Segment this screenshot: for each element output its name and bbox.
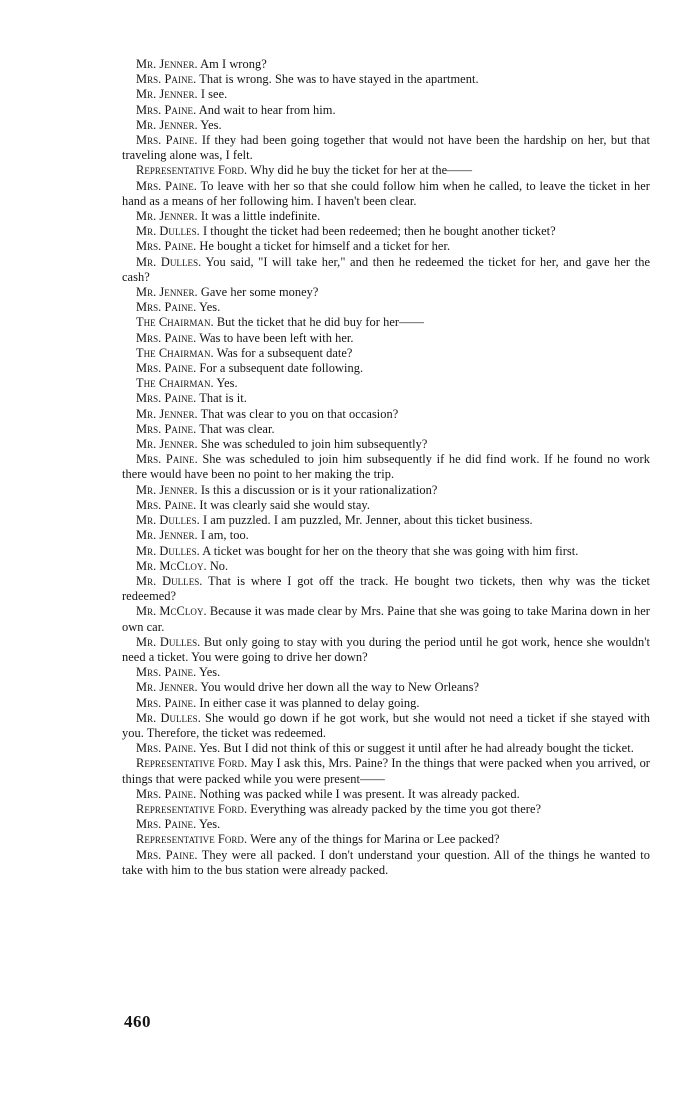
speaker-label: Mrs. Paine. — [136, 300, 197, 315]
testimony-paragraph — [122, 437, 650, 452]
testimony-paragraph — [122, 498, 650, 513]
speaker-label: Mrs. Paine. — [136, 817, 197, 832]
speaker-label: Mr. Jenner. — [136, 117, 198, 132]
testimony-paragraph — [122, 300, 650, 315]
speaker-label: Mrs. Paine. — [136, 421, 197, 436]
testimony-paragraph — [122, 574, 650, 604]
speaker-label: Mr. Jenner. — [136, 285, 198, 300]
testimony-paragraph — [122, 163, 650, 178]
page-number: 460 — [124, 1012, 151, 1031]
speaker-label: Mr. Jenner. — [136, 209, 198, 224]
testimony-paragraph — [122, 741, 650, 756]
testimony-paragraph — [122, 346, 650, 361]
speech-text: I am, too. — [200, 528, 249, 543]
testimony-paragraph — [122, 787, 650, 802]
testimony-paragraph — [122, 285, 650, 300]
speaker-label: Mr. Dulles. — [136, 513, 200, 528]
speech-text: Am I wrong? — [200, 57, 267, 71]
speech-text: Yes. — [200, 117, 222, 132]
testimony-paragraph — [122, 331, 650, 346]
speaker-label: Mrs. Paine. — [136, 497, 197, 512]
speech-text: For a subsequent date following. — [199, 361, 364, 376]
speaker-label: Mrs. Paine. — [136, 695, 197, 710]
speech-text: But only going to stay with you during the period until he got work, hence she wouldn't need a ticket. You were going to drive her down? — [122, 634, 650, 664]
speech-text: If they had been going together that would not have been the hardship on her, but that traveling alone was, I felt. — [122, 133, 650, 163]
speech-text: Nothing was packed while I was present. It was already packed. — [199, 786, 520, 801]
testimony-paragraph — [122, 391, 650, 406]
testimony-paragraph — [122, 802, 650, 817]
testimony-paragraph — [122, 817, 650, 832]
testimony-paragraph — [122, 422, 650, 437]
speech-text: That is where I got off the track. He bought two tickets, then why was the ticket redeemed? — [122, 573, 650, 604]
speaker-label: Mrs. Paine. — [136, 330, 197, 345]
speech-text: A ticket was bought for her on the theory that she was going with him first. — [202, 543, 579, 558]
testimony-paragraph — [122, 513, 650, 528]
speech-text: Gave her some money? — [200, 285, 319, 300]
speaker-label: Representative Ford. — [136, 832, 248, 847]
speaker-label: Mr. Jenner. — [136, 528, 198, 543]
speaker-label: Mrs. Paine. — [136, 847, 198, 862]
testimony-paragraph — [122, 209, 650, 224]
speaker-label: Representative Ford. — [136, 801, 248, 816]
testimony-paragraph — [122, 711, 650, 741]
speech-text: She was scheduled to join him subsequently if he did find work. If he found no work there would have been no point to her making the trip. — [122, 452, 650, 482]
speaker-label: Mr. Jenner. — [136, 482, 198, 497]
speech-text: No. — [209, 558, 229, 573]
speech-text: Was for a subsequent date? — [216, 345, 353, 360]
speech-text: Were any of the things for Marina or Lee packed? — [250, 832, 500, 847]
speech-text: That is wrong. She was to have stayed in the apartment. — [199, 72, 479, 87]
speaker-label: The Chairman. — [136, 376, 214, 391]
speaker-label: Mr. Jenner. — [136, 57, 198, 71]
speech-text: That was clear to you on that occasion? — [200, 406, 399, 421]
speaker-label: Mr. Jenner. — [136, 437, 198, 452]
testimony-paragraph — [122, 376, 650, 391]
testimony-paragraph — [122, 528, 650, 543]
speech-text: Yes. — [216, 376, 238, 391]
speaker-label: Mr. Dulles. — [136, 573, 203, 588]
testimony-paragraph — [122, 665, 650, 680]
testimony-paragraph — [122, 224, 650, 239]
speaker-label: Representative Ford. — [136, 756, 248, 771]
speech-text: That is it. — [199, 391, 247, 406]
speech-text: And wait to hear from him. — [198, 102, 336, 117]
testimony-paragraph — [122, 544, 650, 559]
testimony-paragraph — [122, 407, 650, 422]
speech-text: Yes. — [198, 665, 221, 680]
testimony-paragraph — [122, 756, 650, 786]
testimony-paragraph — [122, 635, 650, 665]
speech-text: But the ticket that he did buy for her—— — [216, 315, 424, 330]
speech-text: She was scheduled to join him subsequently? — [200, 437, 428, 452]
testimony-paragraph — [122, 179, 650, 209]
testimony-paragraph — [122, 315, 650, 330]
speech-text: Why did he buy the ticket for her at the—— — [250, 163, 473, 178]
speaker-label: Mr. Dulles. — [136, 224, 200, 239]
speaker-label: Mrs. Paine. — [136, 786, 197, 801]
speech-text: It was a little indefinite. — [200, 209, 321, 224]
speech-text: She would go down if he got work, but she would not need a ticket if she stayed with you. Therefore, the ticket was redeemed. — [122, 710, 650, 740]
speech-text: That was clear. — [199, 421, 275, 436]
testimony-paragraph — [122, 133, 650, 163]
speaker-label: Mr. McCloy. — [136, 558, 207, 573]
speech-text: Is this a discussion or is it your rationalization? — [200, 482, 438, 497]
speech-text: I see. — [200, 87, 228, 102]
speaker-label: Mrs. Paine. — [136, 361, 197, 376]
speaker-label: Mrs. Paine. — [136, 178, 197, 193]
speech-text: May I ask this, Mrs. Paine? In the things that were packed when you arrived, or things that were packed while you were present—— — [122, 756, 650, 786]
testimony-paragraph — [122, 832, 650, 847]
testimony-paragraph — [122, 103, 650, 118]
speaker-label: Mrs. Paine. — [136, 741, 197, 756]
speaker-label: Mr. Dulles. — [136, 710, 201, 725]
testimony-paragraph — [122, 255, 650, 285]
speaker-label: Mrs. Paine. — [136, 665, 197, 680]
speaker-label: Mrs. Paine. — [136, 452, 198, 467]
speech-text: In either case it was planned to delay going. — [199, 695, 420, 710]
speech-text: You would drive her down all the way to New Orleans? — [200, 680, 480, 695]
speaker-label: Mrs. Paine. — [136, 391, 197, 406]
speaker-label: Mr. Jenner. — [136, 406, 198, 421]
speech-text: You said, "I will take her," and then he redeemed the ticket for her, and gave her the cash? — [122, 254, 651, 284]
speaker-label: Mrs. Paine. — [136, 133, 198, 148]
speech-text: They were all packed. I don't understand your question. All of the things he wanted to take with him to the bus station were already packed. — [122, 847, 650, 877]
speech-text: Yes. — [198, 300, 221, 315]
speaker-label: Mr. Jenner. — [136, 87, 198, 102]
speaker-label: Mr. McCloy. — [136, 604, 207, 619]
testimony-paragraph — [122, 452, 650, 482]
speaker-label: The Chairman. — [136, 345, 214, 360]
speaker-label: Mrs. Paine. — [136, 102, 197, 117]
testimony-paragraph — [122, 72, 650, 87]
testimony-paragraph — [122, 559, 650, 574]
testimony-paragraph — [122, 696, 650, 711]
speaker-label: The Chairman. — [136, 315, 214, 330]
speech-text: To leave with her so that she could follow him when he called, to leave the ticket in her hand as a means of her following him. I haven't been clear. — [122, 178, 650, 208]
testimony-paragraph — [122, 87, 650, 102]
testimony-paragraph — [122, 239, 650, 254]
speaker-label: Mr. Dulles. — [136, 634, 201, 649]
speech-text: He bought a ticket for himself and a ticket for her. — [199, 239, 451, 254]
speech-text: It was clearly said she would stay. — [199, 497, 371, 512]
testimony-paragraph — [122, 848, 650, 878]
speaker-label: Mr. Dulles. — [136, 543, 200, 558]
speech-text: I thought the ticket had been redeemed; then he bought another ticket? — [202, 224, 556, 239]
speaker-label: Representative Ford. — [136, 163, 248, 178]
speech-text: Everything was already packed by the time you got there? — [250, 801, 542, 816]
speech-text: I am puzzled. I am puzzled, Mr. Jenner, about this ticket business. — [202, 513, 533, 528]
speech-text: Because it was made clear by Mrs. Paine that she was going to take Marina down in her own car. — [122, 604, 650, 634]
testimony-paragraph — [122, 604, 650, 634]
testimony-paragraph — [122, 118, 650, 133]
testimony-transcript — [122, 57, 650, 878]
speech-text: Yes. — [198, 817, 221, 832]
testimony-paragraph — [122, 57, 650, 72]
testimony-paragraph — [122, 483, 650, 498]
speaker-label: Mr. Jenner. — [136, 680, 198, 695]
testimony-paragraph — [122, 680, 650, 695]
testimony-paragraph — [122, 361, 650, 376]
speech-text: Was to have been left with her. — [199, 330, 354, 345]
speaker-label: Mr. Dulles. — [136, 254, 202, 269]
speech-text: Yes. But I did not think of this or suggest it until after he had already bought the ticket. — [198, 741, 634, 756]
speaker-label: Mrs. Paine. — [136, 72, 197, 87]
speaker-label: Mrs. Paine. — [136, 239, 197, 254]
